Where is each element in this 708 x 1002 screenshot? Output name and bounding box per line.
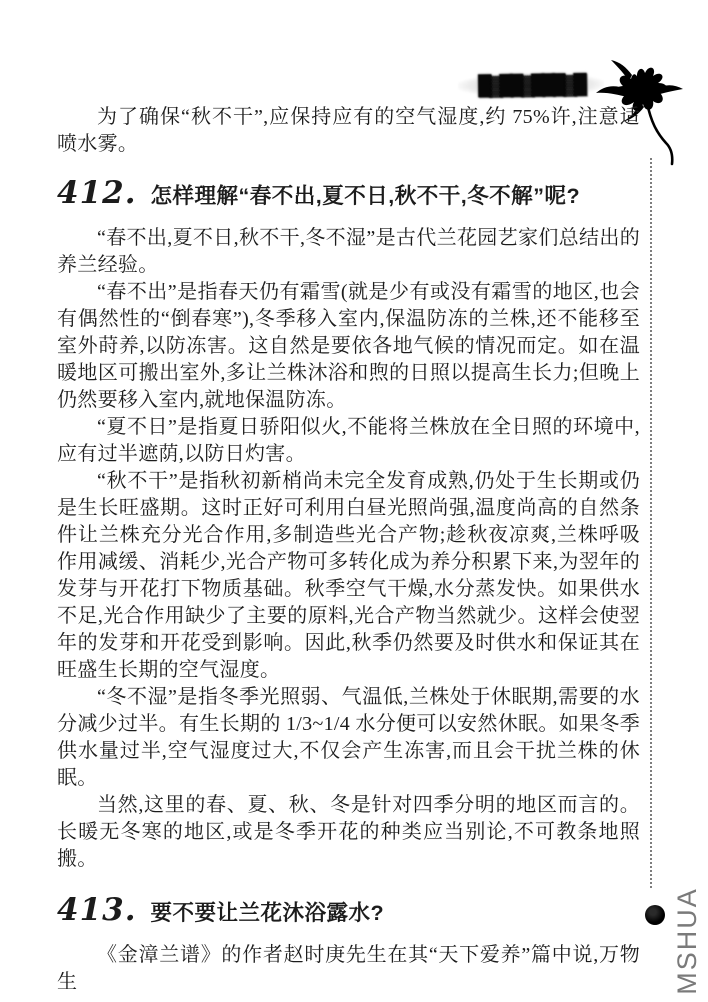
question-412-number: 412.	[57, 175, 137, 211]
paragraph: 《金漳兰谱》的作者赵时庚先生在其“天下爱养”篇中说,万物生	[57, 944, 640, 993]
question-413-heading	[57, 891, 640, 932]
question-413-number: 413.	[57, 892, 137, 928]
chapter-banner: █▓██▓███▓█	[458, 72, 604, 98]
dotted-margin-rule	[650, 158, 652, 888]
paragraph: “夏不日”是指夏日骄阳似火,不能将兰株放在全日照的环境中,应有过半遮荫,以防日灼害。	[57, 416, 640, 465]
paragraph: “冬不湿”是指冬季光照弱、气温低,兰株处于休眠期,需要的水分减少过半。有生长期的 1/3~1/4 水分便可以安然休眠。如果冬季供水量过半,空气湿度过大,不仅会产生冻害,而且会干扰兰株的休眠。	[57, 686, 640, 789]
question-412-heading	[57, 174, 640, 215]
text-column	[57, 0, 640, 996]
watermark-text: MSHUA	[672, 887, 702, 995]
question-412-title: 怎样理解“春不出,夏不日,秋不干,冬不解”呢?	[150, 184, 581, 208]
paragraph: “春不出”是指春天仍有霜雪(就是少有或没有霜雪的地区,也会有偶然性的“倒春寒”),冬季移入室内,保温防冻的兰株,还不能移至室外莳养,以防冻害。这自然是要依各地气候的情况而定。如在温暖地区可搬出室外,多让兰株沐浴和煦的日照以提高生长力;但晚上仍然要移入室内,就地保温防冻。	[57, 281, 640, 411]
paragraph: 当然,这里的春、夏、秋、冬是针对四季分明的地区而言的。长暖无冬寒的地区,或是冬季开花的种类应当别论,不可教条地照搬。	[57, 794, 640, 870]
paragraph: “春不出,夏不日,秋不干,冬不湿”是古代兰花园艺家们总结出的养兰经验。	[57, 227, 640, 276]
page-marker-dot	[645, 905, 665, 925]
intro-paragraph: 为了确保“秋不干”,应保持应有的空气湿度,约 75%许,注意适喷水雾。	[57, 106, 640, 155]
paragraph: “秋不干”是指秋初新梢尚未完全发育成熟,仍处于生长期或仍是生长旺盛期。这时正好可利用白昼光照尚强,温度尚高的自然条件让兰株充分光合作用,多制造些光合产物;趁秋夜凉爽,兰株呼吸作用减缓、消耗少,光合产物可多转化成为养分积累下来,为翌年的发芽与开花打下物质基础。秋季空气干燥,水分蒸发快。如果供水不足,光合作用缺少了主要的原料,光合产物当然就少。这样会使翌年的发芽和开花受到影响。因此,秋季仍然要及时供水和保证其在旺盛生长期的空气湿度。	[57, 470, 640, 681]
question-413-title: 要不要让兰花沐浴露水?	[150, 901, 385, 925]
